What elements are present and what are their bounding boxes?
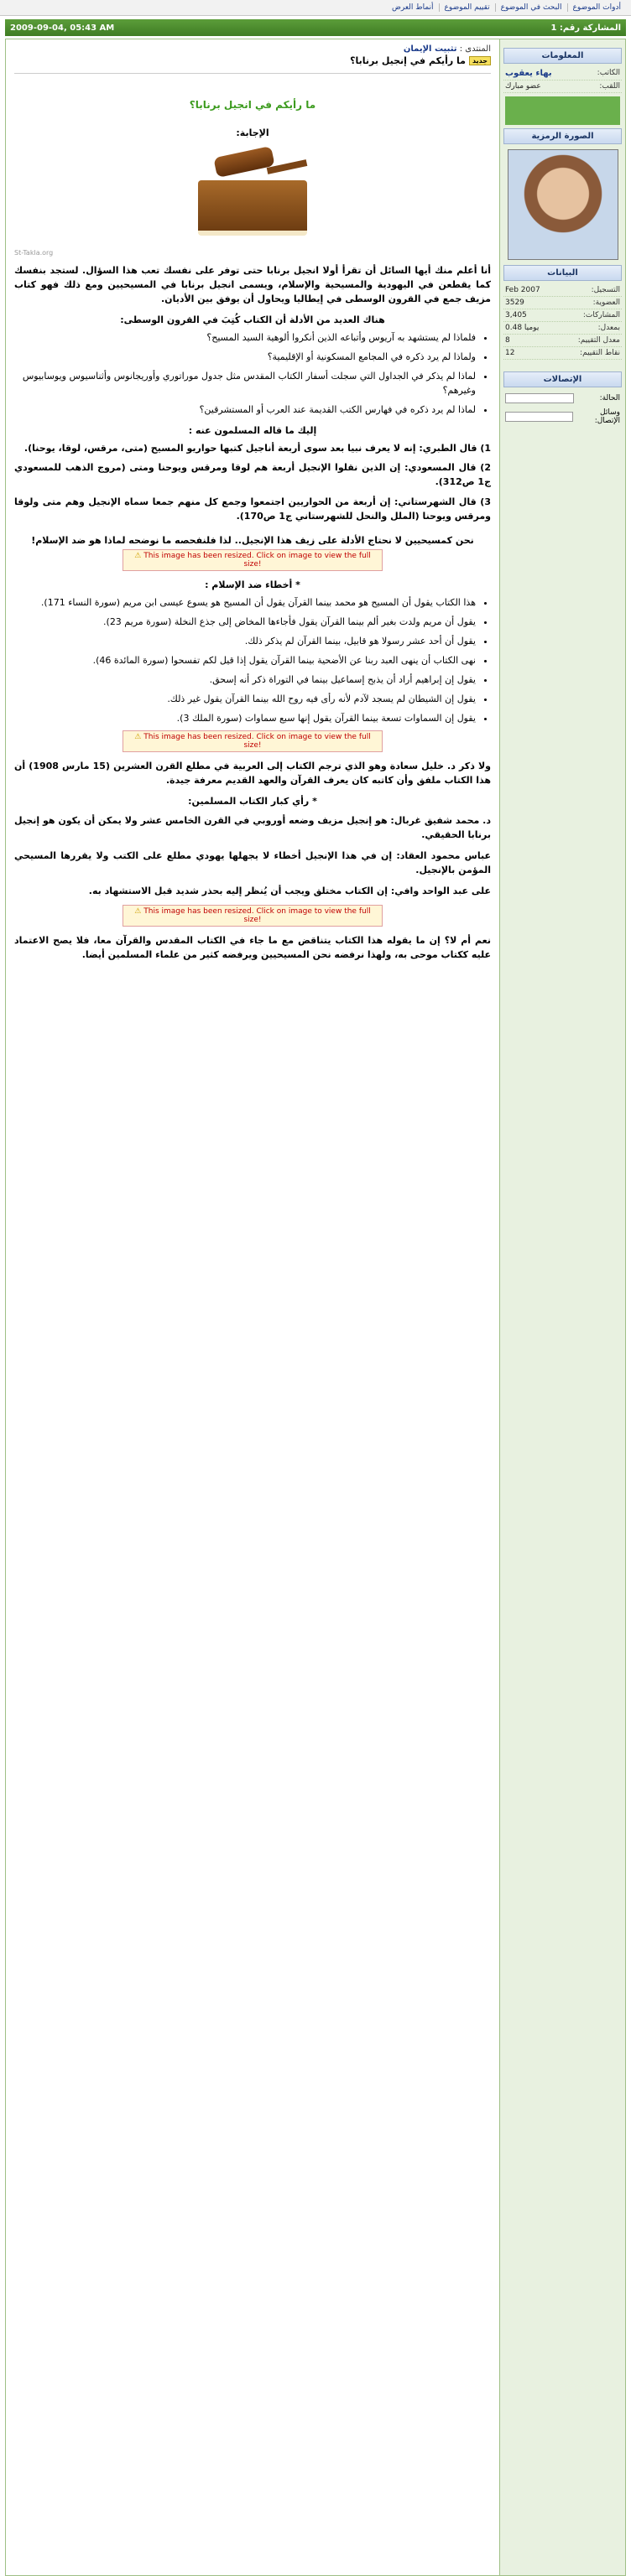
list-item: • يقول إن إبراهيم أراد أن يذبح إسماعيل بينما في التوراة ذكر أنه إسحق.	[14, 673, 476, 687]
avatar-heading: الصورة الرمزية	[503, 128, 622, 144]
user-panel	[499, 39, 625, 2575]
search-thread-link[interactable]: البحث في الموضوع	[495, 3, 567, 12]
list-item: • نهى الكتاب أن ينهى العبد ربنا عن الأضحية بينما القرآن يقول إذا قيل لكم تفسحوا (سورة المائدة 46).	[14, 653, 476, 667]
list-item: • يقول إن الشيطان لم يسجد لآدم لأنه رأى فيه روح الله بينما القرآن يقول غير ذلك.	[14, 692, 476, 706]
resize-notice-text: This image has been resized. Click on image to view the full size!	[143, 732, 371, 750]
christian-statement: نحن كمسيحيين لا نحتاج الأدلة على زيف هذا الإنجيل.. لذا فلنفحصه ما نوضحه لماذا هو ضد الإسلام!	[31, 534, 474, 546]
info-heading: المعلومات	[503, 48, 622, 64]
list-item: • يقول إن السماوات تسعة بينما القرآن يقول إنها سبع سماوات (سورة الملك 3).	[14, 711, 476, 725]
forum-name-link[interactable]: تثبيت الإيمان	[403, 44, 457, 54]
rate-thread-link[interactable]: تقييم الموضوع	[439, 3, 495, 12]
thread-tools-link[interactable]: أدوات الموضوع	[567, 3, 626, 12]
posts-per-day-value: 0.48 يوميا	[505, 324, 540, 332]
user-data-row	[503, 347, 622, 360]
book-icon	[198, 180, 307, 236]
rating-points-label: نقاط التقييم:	[580, 349, 620, 357]
divider	[14, 73, 491, 74]
avatar[interactable]	[508, 149, 618, 260]
author-label: الكاتب:	[597, 69, 620, 77]
list-item: على عبد الواحد وافي: إن الكتاب مختلق ويجب أن يُنظر إليه بحذر شديد قبل الاستشهاد به.	[88, 886, 491, 897]
evidence-heading: هناك العديد من الأدلة أن الكتاب كُتِبَ في القرون الوسطى:	[120, 314, 385, 326]
rank-row	[503, 80, 622, 93]
resized-image-notice[interactable]	[123, 549, 383, 571]
answer-heading: الإجابة:	[236, 127, 269, 138]
subject-text: ما رأيكم في إنجيل برنابا؟	[350, 55, 466, 66]
posts-per-day-label: بمعدل:	[597, 324, 620, 332]
resized-image-notice[interactable]	[123, 730, 383, 752]
author-name-link[interactable]: بهاء يعقوب	[505, 69, 552, 78]
list-item: • فلماذا لم يستشهد به آريوس وأتباعه الذين أنكروا ألوهية السيد المسيح؟	[14, 330, 476, 345]
list-item: 3) قال الشهرستاني: إن أربعة من الحواريين اجتمعوا وجمع كل منهم جمعا سماه الإنجيل وهم متى ولوقا ومرقس ويوحنا (الملل والنحل للشهرستاني ج1 ص170).	[14, 496, 491, 522]
warning-icon: ⚠	[134, 732, 142, 741]
errors-heading: * أخطاء ضد الإسلام :	[205, 579, 300, 590]
status-row	[503, 391, 622, 406]
user-data-row	[503, 309, 622, 322]
post-content	[6, 39, 499, 2575]
user-data-row	[503, 335, 622, 347]
join-date-label: التسجيل:	[591, 286, 620, 294]
status-indicator	[505, 393, 574, 403]
conclusion-paragraph: ولا ذكر د. خليل سعادة وهو الذي ترجم الكتاب إلى العربية في مطلع القرن العشرين (15 مارس 1908) أن هذا الكتاب ملفق وأن كاتبه كان يعرف القرآن والعهد القديم معرفة جيدة.	[14, 760, 491, 786]
muslims-said-heading: إليك ما قاله المسلمون عنه :	[188, 425, 317, 437]
warning-icon: ⚠	[134, 907, 142, 917]
resize-notice-text: This image has been resized. Click on image to view the full size!	[143, 551, 371, 569]
post-body	[5, 39, 626, 2576]
member-id-value: 3529	[505, 299, 524, 307]
image-watermark: St-Takla.org	[14, 249, 54, 257]
join-date-value: Feb 2007	[505, 286, 540, 294]
contact-methods-row	[503, 406, 622, 428]
list-item: • يقول أن مريم ولدت بغير ألم بينما القرآن يقول فأجاءها المخاض إلى جذع النخلة (سورة مريم 23).	[14, 615, 476, 629]
warning-icon: ⚠	[134, 551, 142, 560]
bible-gavel-image[interactable]	[190, 143, 316, 244]
rank-label: اللقب:	[599, 82, 620, 91]
evidence-list	[14, 330, 476, 417]
errors-list	[14, 595, 476, 725]
list-item: • يقول أن أحد عشر رسولا هو قابيل، بينما القرآن لم يذكر ذلك.	[14, 634, 476, 648]
post-number[interactable]: المشاركة رقم: 1	[550, 23, 621, 33]
posts-value: 3,405	[505, 311, 527, 319]
contact-methods-field[interactable]	[505, 412, 573, 422]
forum-line	[14, 44, 491, 54]
rank-strip	[505, 96, 620, 125]
post-subject	[14, 55, 491, 66]
list-item: • لماذا لم يذكر في الجداول التي سجلت أسفار الكتاب المقدس مثل جدول موراتوري وأوريجانوس وأثناسيوس ويوسابيوس وغيرهم؟	[14, 369, 476, 397]
resize-notice-text: This image has been resized. Click on image to view the full size!	[143, 907, 371, 925]
posts-label: المشاركات:	[582, 311, 620, 319]
rank-value: عضو مبارك	[505, 82, 541, 91]
contact-heading: الإتصالات	[503, 371, 622, 387]
list-item: • لماذا لم يرد ذكره في فهارس الكتب القديمة عند العرب أو المستشرقين؟	[14, 402, 476, 417]
user-data-row	[503, 284, 622, 297]
thread-toolbar	[0, 0, 631, 16]
rating-points-value: 12	[505, 349, 515, 357]
list-item: • هذا الكتاب يقول أن المسيح هو محمد بينما القرآن يقول أن المسيح هو يسوع عيسى ابن مريم (سورة النساء 171).	[14, 595, 476, 610]
list-item: • ولماذا لم يرد ذكره في المجامع المسكونية أو الإقليمية؟	[14, 350, 476, 364]
list-item: عباس محمود العقاد: إن في هذا الإنجيل أخطاء لا يجهلها يهودي مطلع على الكتب ولا يقررها المسيحي المؤمن بالإنجيل.	[14, 850, 491, 876]
member-id-label: العضوية:	[592, 299, 620, 307]
display-modes-link[interactable]: أنماط العرض	[391, 3, 434, 12]
rating-value: 8	[505, 336, 510, 345]
author-row	[503, 67, 622, 80]
post-date: 2009-09-04, 05:43 AM	[10, 23, 115, 33]
data-heading: البيانات	[503, 265, 622, 281]
user-data-row	[503, 322, 622, 335]
forum-label: المنتدى :	[459, 44, 491, 54]
user-data-row	[503, 297, 622, 309]
post-header-bar	[5, 19, 626, 36]
intro-paragraph: أنا أعلم منك أيها السائل أن تقرأ أولا انجيل برنابا حتى توفر على نفسك تعب هذا السؤال. لستجد بنفسك كما يقطعن في اليهودية والمسيحية والإسلام، ويسمى انجيل برنابا في المسيحيين ومع ذلك فهو كتاب مزيف جمع في القرون الوسطى في إيطاليا ويحاول أن يوفق بين الأديان.	[14, 265, 491, 305]
list-item: د. محمد شفيق غربال: هو إنجيل مزيف وضعه أوروبي في القرن الخامس عشر ولا يمكن أن يكون هو إنجيل برنابا الحقيقي.	[14, 815, 491, 841]
article-title: ما رأيكم في انجيل برنابا؟	[189, 99, 316, 111]
gavel-icon	[213, 146, 274, 178]
scholars-heading: * رأي كبار الكتاب المسلمين:	[188, 796, 317, 808]
list-item: 2) قال المسعودي: إن الذين نقلوا الإنجيل أربعة هم لوقا ومرقس ويوحنا ومتى (مروج الذهب للمسعودي ج1 ص312).	[14, 462, 491, 488]
contact-methods-label: وسائل الإتصال:	[594, 408, 620, 425]
resized-image-notice[interactable]	[123, 905, 383, 927]
status-label: الحالة:	[599, 394, 620, 402]
list-item: 1) قال الطبري: إنه لا يعرف نبيا بعد سوى أربعة أناجيل كتبها حواريو المسيح (متى، مرقس، لوقا، يوحنا).	[23, 443, 491, 454]
new-badge: جديد	[469, 56, 491, 65]
rating-label: معدل التقييم:	[577, 336, 620, 345]
final-paragraph: نعم أم لا؟ إن ما يقوله هذا الكتاب يتناقض مع ما جاء في الكتاب المقدس والقرآن معا، فلا يصح الاعتماد عليه ككتاب موحى به، ولهذا نرفضه نحن المسيحيين ويرفضه كثير من علماء المسلمين أيضا.	[14, 935, 491, 961]
